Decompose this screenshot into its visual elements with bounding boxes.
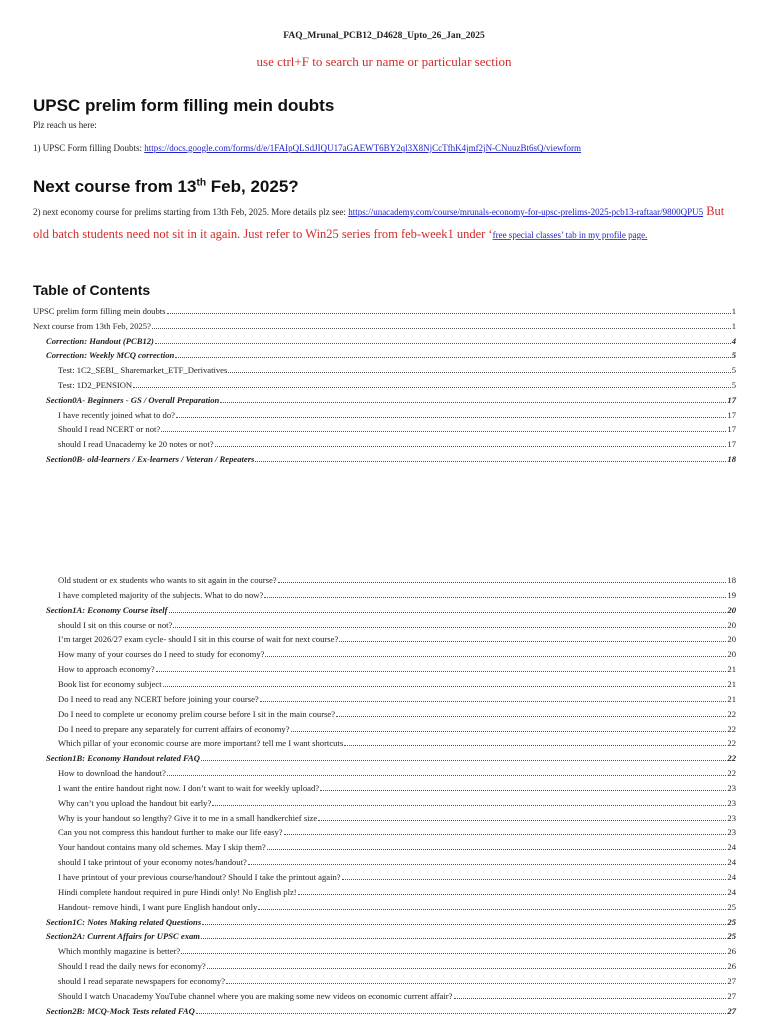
toc-page-number: 22 (727, 738, 736, 749)
toc-entry-label: Section0A- Beginners - GS / Overall Preparation (46, 394, 220, 405)
toc-page-number: 4 (731, 335, 736, 346)
toc-entry-label: Section1A: Economy Course itself (46, 604, 168, 615)
toc-entry-label: Why is your handout so lengthy? Give it to me in a small handkerchief size (58, 812, 318, 823)
toc-page-number: 26 (727, 961, 736, 972)
toc-dot-leader (284, 825, 727, 835)
toc-entry[interactable] (58, 959, 736, 973)
toc-entry-label: Which pillar of your economic course are more important? tell me I want shortcuts (58, 738, 344, 749)
toc-entry[interactable] (46, 603, 736, 617)
toc-entry[interactable] (46, 334, 736, 348)
toc-entry-label: should I read Unacademy ke 20 notes or not? (58, 439, 214, 450)
toc-page-number: 22 (727, 768, 736, 779)
toc-dot-leader (155, 334, 731, 344)
toc-entry[interactable] (58, 707, 736, 721)
toc-entry-label: I’m target 2026/27 exam cycle- should I sit in this course of wait for next course? (58, 634, 339, 645)
toc-page-number: 18 (727, 575, 736, 585)
toc-entry[interactable] (58, 422, 736, 436)
toc-entry-label: Section1C: Notes Making related Questions (46, 916, 202, 927)
toc-entry-label: Section1B: Economy Handout related FAQ (46, 753, 200, 764)
toc-entry[interactable] (46, 929, 736, 943)
toc-page-number: 24 (727, 842, 736, 853)
toc-entry-label: How many of your courses do I need to study for economy? (58, 649, 265, 660)
toc-dot-leader (342, 870, 727, 880)
toc-page-number: 17 (727, 424, 736, 435)
toc-dot-leader (163, 677, 727, 687)
toc-page-number: 21 (727, 664, 736, 675)
toc-entry[interactable] (58, 885, 736, 899)
toc-dot-leader (267, 840, 727, 850)
toc-entry[interactable] (58, 662, 736, 676)
toc-entry[interactable] (58, 855, 736, 869)
toc-dot-leader (181, 944, 726, 954)
toc-entry[interactable] (46, 1004, 736, 1018)
toc-entry[interactable] (58, 974, 736, 988)
toc-entry[interactable] (58, 437, 736, 451)
toc-entry[interactable] (58, 618, 736, 632)
toc-dot-leader (156, 662, 727, 672)
toc-dot-leader (320, 781, 726, 791)
toc-dot-leader (220, 393, 726, 403)
toc-entry[interactable] (58, 989, 736, 1003)
toc-page-number: 21 (727, 693, 736, 704)
toc-entry-label: How to approach economy? (58, 664, 155, 675)
toc-entry-label: Test: 1C2_SEBI_ Sharemarket_ETF_Derivatives (58, 365, 228, 376)
toc-page-number: 22 (727, 708, 736, 719)
toc-entry-label: Which monthly magazine is better? (58, 946, 181, 957)
toc-entry-label: I have printout of your previous course/handout? Should I take the printout again? (58, 872, 341, 882)
toc-dot-leader (336, 707, 726, 717)
toc-dot-leader (344, 736, 726, 746)
toc-entry[interactable] (58, 722, 736, 736)
toc-page-number: 1 (731, 320, 736, 331)
toc-entry-label: How to download the handout? (58, 768, 166, 779)
toc-page-number: 22 (727, 753, 736, 764)
toc-dot-leader (176, 408, 726, 418)
toc-page-number: 24 (727, 886, 736, 897)
toc-page-number: 18 (727, 454, 736, 464)
toc-page-number: 17 (727, 394, 736, 405)
toc-entry[interactable] (58, 677, 736, 691)
toc-page-number: 25 (727, 916, 736, 927)
toc-entry[interactable] (58, 588, 736, 602)
toc-dot-leader (260, 692, 727, 702)
toc-page-number: 17 (727, 439, 736, 450)
toc-page-number: 27 (727, 1005, 736, 1016)
toc-page-number: 23 (727, 782, 736, 793)
toc-dot-leader (167, 304, 731, 314)
toc-entry-label: Why can’t you upload the handout bit early? (58, 797, 212, 808)
next-course-text: 2) next economy course for prelims starting from 13th Feb, 2025. More details plz see: (33, 207, 349, 217)
toc-dot-leader (215, 437, 727, 447)
toc-entry-label: Test: 1D2_PENSION (58, 380, 133, 390)
toc-page-number: 25 (727, 901, 736, 912)
toc-dot-leader (202, 915, 726, 925)
toc-entry[interactable] (46, 348, 736, 362)
toc-page-number: 24 (727, 857, 736, 868)
toc-entry[interactable] (58, 825, 736, 839)
toc-entry[interactable] (46, 915, 736, 929)
file-title: FAQ_Mrunal_PCB12_D4628_Upto_26_Jan_2025 (283, 31, 485, 41)
toc-page-number: 5 (731, 380, 736, 390)
toc-dot-leader (264, 588, 726, 598)
toc-entry[interactable] (58, 692, 736, 706)
toc-entry[interactable] (58, 944, 736, 958)
toc-entry-label: Hindi complete handout required in pure Hindi only! No English plz! (58, 886, 297, 897)
toc-entry-label: I have completed majority of the subjects. What to do now? (58, 589, 264, 600)
toc-entry-label: Should I read NCERT or not? (58, 424, 161, 435)
toc-entry[interactable] (58, 840, 736, 854)
heading-next-course (33, 177, 299, 197)
toc-dot-leader (339, 632, 726, 642)
form-doubts-prefix: 1) UPSC Form filling Doubts: (33, 143, 145, 153)
next-course-paragraph (33, 200, 735, 246)
toc-dot-leader (175, 348, 730, 358)
toc-page-number: 27 (727, 975, 736, 986)
toc-dot-leader (212, 796, 726, 806)
special-classes-link[interactable] (493, 227, 648, 241)
toc-entry-label: I want the entire handout right now. I don’t want to wait for weekly upload? (58, 782, 320, 793)
toc-entry[interactable] (58, 736, 736, 750)
toc-entry-label: Should I watch Unacademy YouTube channel where you are making some new videos on economic current affair? (58, 990, 453, 1001)
toc-page-number: 21 (727, 678, 736, 689)
toc-page-number: 22 (727, 723, 736, 734)
toc-entry-label: Correction: Handout (PCB12) (46, 335, 154, 346)
toc-entry-label: should I take printout of your economy notes/handout? (58, 857, 247, 868)
toc-entry-label: Section2A: Current Affairs for UPSC exam (46, 931, 200, 942)
toc-dot-leader (278, 573, 727, 583)
toc-entry[interactable] (58, 900, 736, 914)
toc-entry[interactable] (46, 393, 736, 407)
toc-dot-leader (265, 647, 726, 657)
toc-entry-label: Next course from 13th Feb, 2025? (33, 320, 151, 331)
toc-dot-leader (196, 1004, 727, 1014)
toc-dot-leader (248, 855, 727, 865)
reach-us-text: Plz reach us here: (33, 120, 97, 130)
toc-dot-leader (161, 422, 726, 432)
toc-dot-leader (173, 618, 726, 628)
toc-entry-label: should I read separate newspapers for economy? (58, 975, 226, 986)
toc-entry[interactable] (58, 647, 736, 661)
toc-entry[interactable] (58, 811, 736, 825)
toc-dot-leader (258, 900, 726, 910)
course-link[interactable]: https://unacademy.com/course/mrunals-economy-for-upsc-prelims-2025-pcb13-raftaar/9800QPU5 (348, 207, 704, 217)
toc-entry-label: Should I read the daily news for economy? (58, 961, 206, 972)
toc-entry-label: Section0B- old-learners / Ex-learners / Veteran / Repeaters (46, 454, 255, 464)
toc-page-number: 25 (727, 931, 736, 942)
form-doubts-line (33, 143, 581, 153)
toc-dot-leader (454, 989, 727, 999)
special-classes-link-text: free special classes’ tab in my profile page. (492, 230, 648, 240)
toc-page-number: 27 (727, 990, 736, 1001)
form-doubts-link[interactable]: https://docs.google.com/forms/d/e/1FAIpQLSdJIQU17aGAEWT6BY2ql3X8NjCcTfhK4jmf2jN-CNuuzBt6sQ/viewform (144, 143, 582, 153)
toc-entry-label: Can you not compress this handout further to make our life easy? (58, 827, 283, 838)
toc-page-number: 20 (727, 649, 736, 660)
toc-entry[interactable] (58, 378, 736, 392)
heading-next-course-pre: Next course from 13 (33, 177, 197, 196)
toc-page-number: 26 (727, 946, 736, 957)
toc-dot-leader (167, 766, 727, 776)
toc-entry[interactable] (58, 796, 736, 810)
heading-form-filling: UPSC prelim form filling mein doubts (33, 96, 335, 115)
toc-entry-label: Section2B: MCQ-Mock Tests related FAQ (46, 1005, 195, 1016)
toc-entry[interactable] (46, 452, 736, 466)
toc-page-number: 1 (731, 306, 736, 316)
toc-page-number: 23 (727, 827, 736, 838)
toc-dot-leader (152, 319, 731, 329)
toc-dot-leader (201, 751, 726, 761)
toc-entry-label: Do I need to read any NCERT before joining your course? (58, 693, 259, 704)
toc-page-number: 5 (731, 365, 736, 376)
toc-entry-label: Your handout contains many old schemes. May I skip them? (58, 842, 266, 853)
toc-page-number: 20 (727, 604, 736, 615)
heading-next-course-post: Feb, 2025? (206, 177, 299, 196)
toc-entry-label: Book list for economy subject (58, 678, 162, 689)
toc-page-number: 23 (727, 797, 736, 808)
toc-entry[interactable] (58, 632, 736, 646)
toc-dot-leader (169, 603, 727, 613)
heading-next-course-sup: th (196, 177, 207, 189)
toc-entry[interactable] (58, 573, 736, 587)
toc-entry[interactable] (58, 363, 736, 377)
toc-entry-label: I have recently joined what to do? (58, 409, 175, 420)
toc-dot-leader (318, 811, 726, 821)
toc-entry-label: Correction: Weekly MCQ correction (46, 350, 175, 361)
toc-dot-leader (207, 959, 727, 969)
toc-entry[interactable] (33, 304, 736, 318)
toc-entry-label: Do I need to complete ur economy prelim course before I sit in the main course? (58, 708, 336, 719)
toc-entry[interactable] (58, 781, 736, 795)
toc-dot-leader (255, 452, 726, 462)
toc-dot-leader (133, 378, 731, 388)
search-notice: use ctrl+F to search ur name or particular section (256, 54, 512, 69)
toc-dot-leader (298, 885, 727, 895)
toc-entry-label: Old student or ex students who wants to sit again in the course? (58, 575, 277, 585)
toc-entry-label: UPSC prelim form filling mein doubts (33, 306, 166, 316)
toc-entry-label: should I sit on this course or not? (58, 619, 173, 630)
toc-entry[interactable] (33, 319, 736, 333)
toc-page-number: 19 (727, 589, 736, 600)
toc-page-number: 23 (727, 812, 736, 823)
toc-entry[interactable] (58, 408, 736, 422)
toc-entry[interactable] (58, 766, 736, 780)
toc-entry-label: Handout- remove hindi, I want pure English handout only (58, 901, 258, 912)
toc-dot-leader (201, 929, 726, 939)
toc-dot-leader (228, 363, 730, 373)
toc-page-number: 20 (727, 634, 736, 645)
toc-dot-leader (291, 722, 727, 732)
old-batch-note: But old batch students need not sit in it again. Just refer to Win25 series from feb-week1 under ‘ (33, 204, 725, 241)
toc-page-number: 5 (731, 350, 736, 361)
toc-entry[interactable] (58, 870, 736, 884)
toc-entry[interactable] (46, 751, 736, 765)
toc-page-number: 20 (727, 619, 736, 630)
toc-page-number: 17 (727, 409, 736, 420)
toc-entry-label: Do I need to prepare any separately for current affairs of economy? (58, 723, 290, 734)
toc-dot-leader (226, 974, 726, 984)
toc-heading: Table of Contents (33, 282, 151, 298)
toc-page-number: 24 (727, 872, 736, 882)
